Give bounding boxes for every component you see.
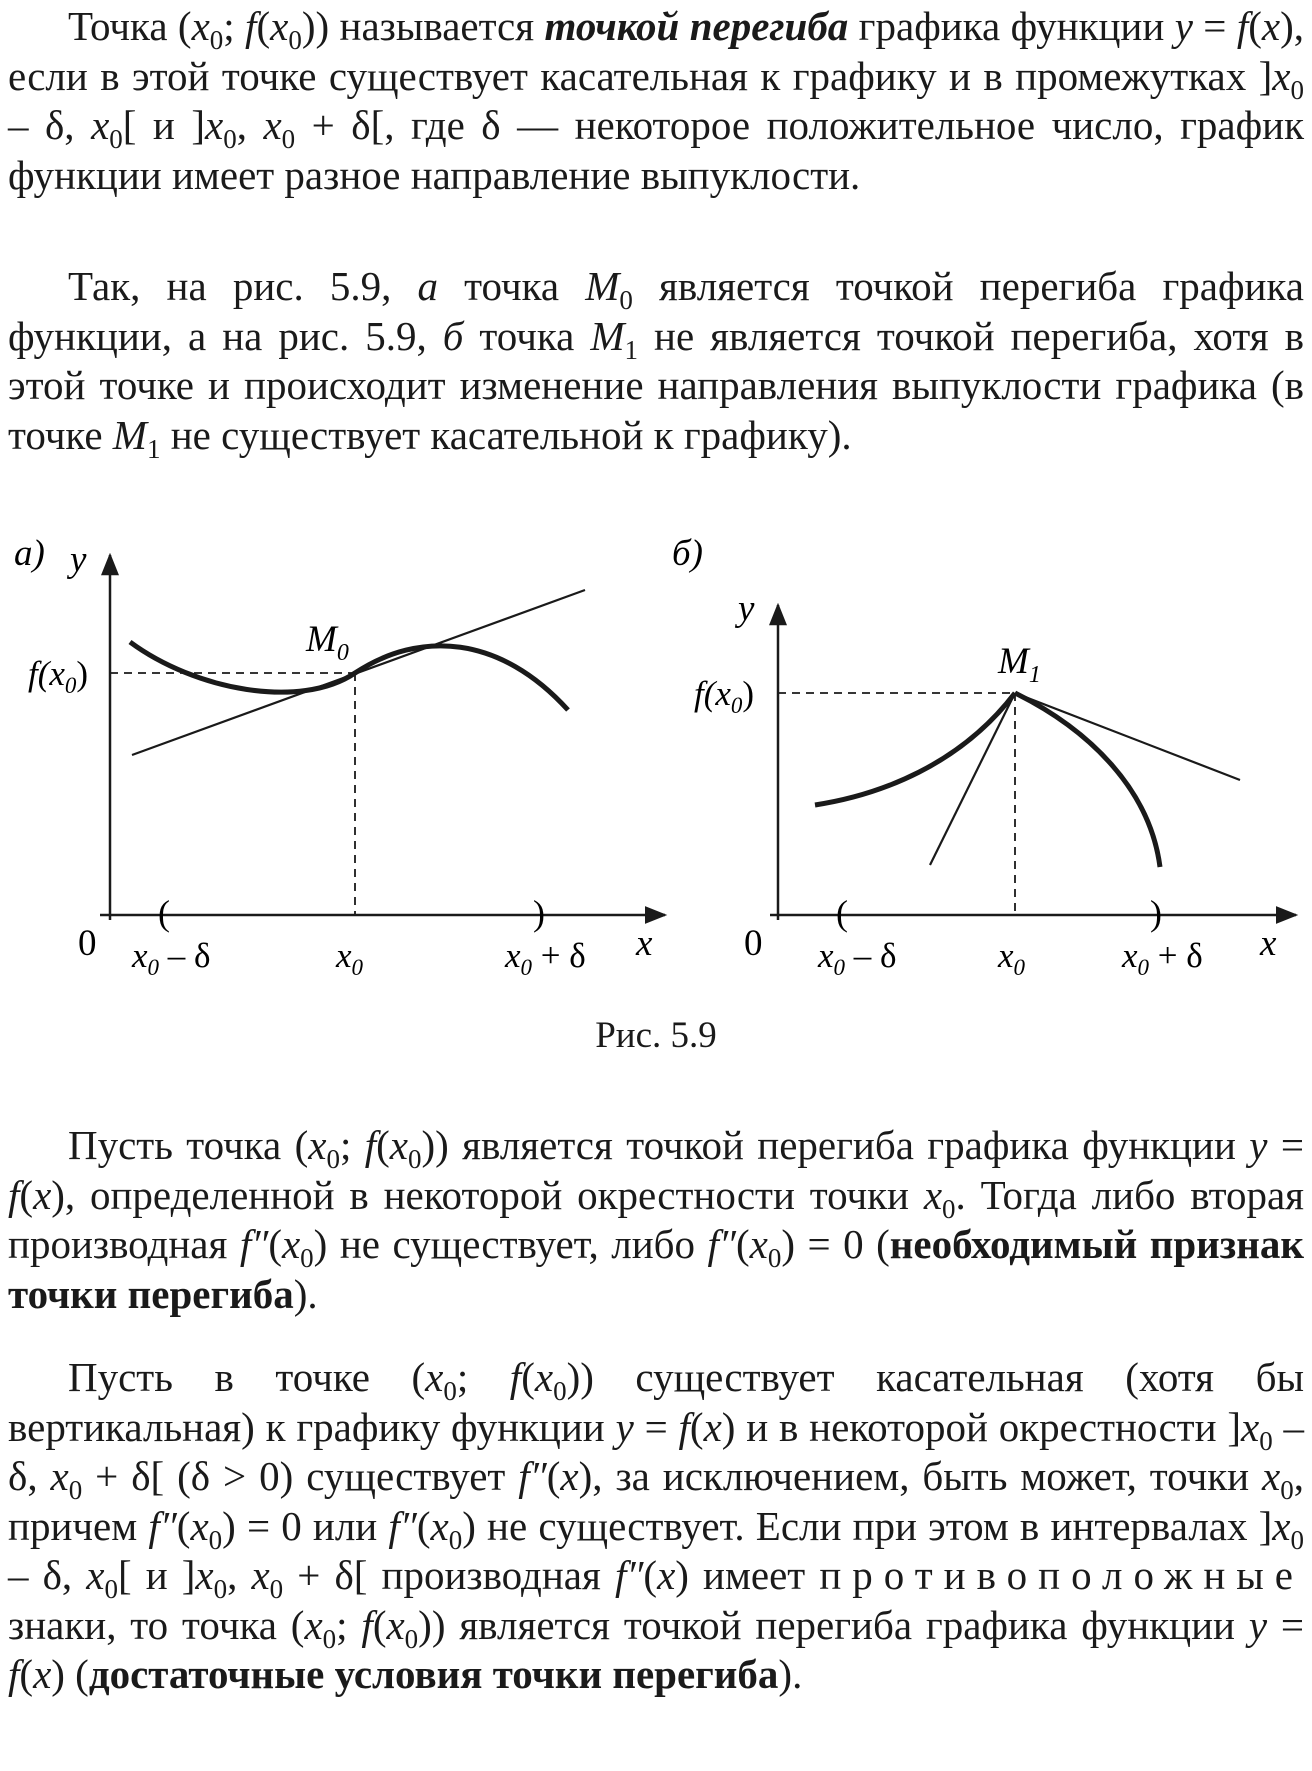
sufficient-condition-paragraph: Пусть в точке ($x_0$; $f(x_0)$) существует касательная (хотя бы вертикальная) к графику функции y = f(x) и в некоторой окрестности ]$x_0$ – δ, $x_0 + \delta$[ (δ > 0) существует f″(x), за исключением, быть может, точки $x_0$, причем $f''(x_0) = 0$ или $f''(x_0)$ не существует. Если при этом в интервалах ]$x_0$ – δ, $x_0$[ и ]$x_0$, $x_0 + \delta$[ производная f″(x) имеет противоположные знаки, то точка ($x_0$; $f(x_0)$) является точкой перегиба графика функции y = f(x) (достаточные условия точки перегиба). <box>8 1354 1305 1697</box>
panel-a-tick-x0-minus-delta: $x_0$ – δ <box>132 936 211 980</box>
definition-paragraph: Точка ($x_0$; $f(x_0)$) называется точкой перегиба графика функции y = f(x), если в этой точке существует касательная к графику и в промежутках ]$x_0$ – δ, $x_0$[ и ]$x_0$, $x_0 + \delta$[, где δ — некоторое положительное число, график функции имеет разное направление выпуклости. <box>8 3 1305 198</box>
figure-caption: Рис. 5.9 <box>595 1015 717 1056</box>
panel-b-x-label: x <box>1260 923 1277 964</box>
necessary-condition-paragraph: Пусть точка ($x_0$; $f(x_0)$) является точкой перегиба графика функции y = f(x), определенной в некоторой окрестности точки $x_0$. Тогда либо вторая производная $f''(x_0)$ не существует, либо $f''(x_0) = 0$ (необходимый признак точки перегиба). <box>8 1122 1304 1317</box>
panel-b-right-tangent <box>1015 693 1240 780</box>
example-paragraph: Так, на рис. 5.9, а точка $M_0$ является точкой перегиба графика функции, а на рис. 5.9, б точка $M_1$ не является точкой перегиба, хотя в этой точке и происходит изменение направления выпуклости графика (в точке $M_1$ не существует касательной к графику). <box>8 263 1304 464</box>
spaced-word: противоположные <box>819 1552 1305 1598</box>
panel-a-y-label: y <box>70 539 87 580</box>
panel-a-paren-open: ( <box>158 893 170 933</box>
panel-b-paren-close: ) <box>1150 893 1162 933</box>
panel-a-x-label: x <box>636 923 653 964</box>
panel-b-tick-x0-minus-delta: $x_0$ – δ <box>818 936 897 980</box>
panel-b-fx0-label: $f(x_0)$ <box>694 674 755 718</box>
panel-b-curve-left <box>815 693 1015 805</box>
panel-b-tick-x0: $x_0$ <box>998 936 1026 980</box>
panel-a-point-m0: $M_0$ <box>306 619 349 666</box>
panel-a-tick-x0: $x_0$ <box>336 936 364 980</box>
panel-b-point-m1: $M_1$ <box>998 641 1041 688</box>
panel-a-tick-x0-plus-delta: $x_0 + \delta$ <box>505 936 586 980</box>
panel-b-origin: 0 <box>744 923 763 964</box>
panel-b-left-tangent <box>930 693 1015 865</box>
panel-b <box>672 533 1296 980</box>
term-inflection-point: точкой перегиба <box>544 3 849 49</box>
panel-b-paren-open: ( <box>836 893 848 933</box>
panel-b-tick-x0-plus-delta: $x_0 + \delta$ <box>1122 936 1203 980</box>
necessary-condition-term: необходимый признак точки перегиба <box>8 1221 1304 1317</box>
panel-a-fx0-label: $f(x_0)$ <box>28 654 89 698</box>
panel-a-label: а) <box>14 533 45 574</box>
panel-b-curve-right <box>1015 693 1160 867</box>
figure-5-9 <box>0 525 1312 995</box>
panel-a-paren-close: ) <box>533 893 545 933</box>
sufficient-condition-term: достаточные условия точки перегиба <box>88 1651 779 1697</box>
panel-b-y-label: y <box>738 588 755 629</box>
panel-a-curve <box>130 642 568 710</box>
panel-a <box>14 533 665 980</box>
panel-a-origin: 0 <box>78 923 97 964</box>
panel-b-label: б) <box>672 533 703 574</box>
